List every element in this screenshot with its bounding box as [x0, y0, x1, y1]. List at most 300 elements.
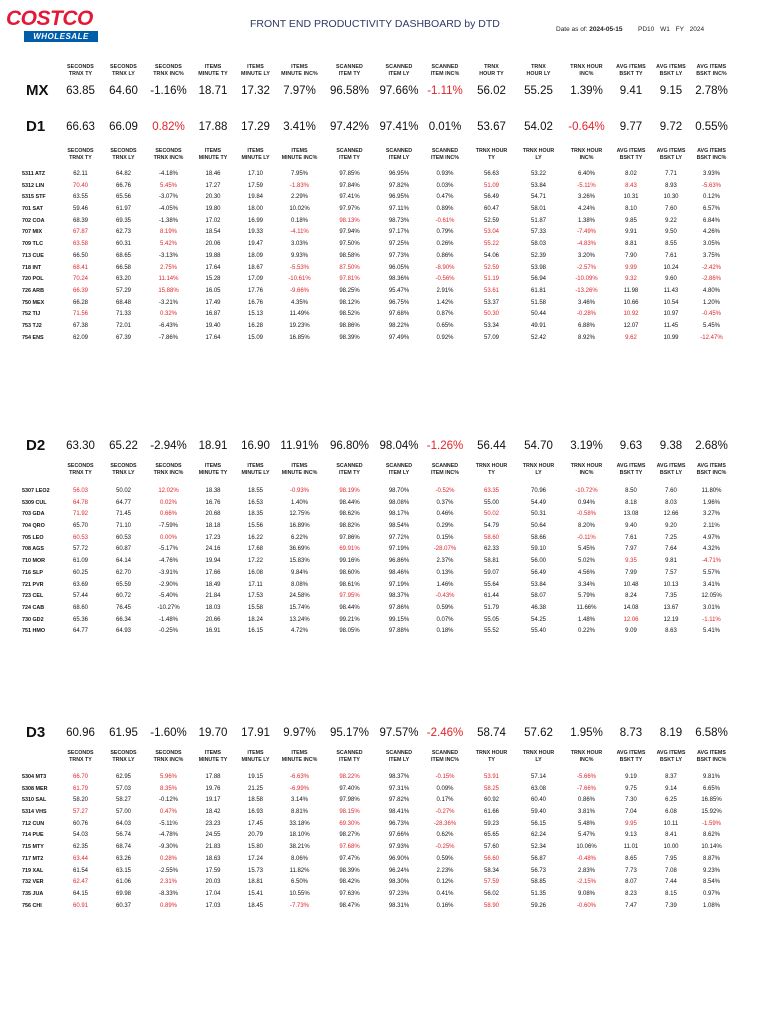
- table-cell: 18.10%: [289, 832, 310, 839]
- store-name: 5309 CUL: [22, 499, 47, 506]
- table-cell: 16.76: [247, 299, 263, 306]
- store-name: 5304 MT3: [22, 774, 47, 780]
- table-cell: 2.23%: [436, 867, 454, 874]
- column-header-line1: AVG ITEMS: [697, 148, 726, 154]
- table-cell: 19.15: [247, 774, 263, 780]
- store-name: 726 ARB: [22, 287, 44, 294]
- region-value: 60.96: [66, 727, 95, 739]
- table-cell: -7.59%: [158, 523, 178, 530]
- column-header: [468, 148, 515, 162]
- table-cell: 62.11: [73, 171, 88, 177]
- table-cell: 20.30: [205, 194, 221, 201]
- table-cell: 56.00: [530, 558, 546, 565]
- table-cell: 7.64: [665, 546, 677, 553]
- table-cell: 61.81: [530, 287, 546, 294]
- table-cell: 9.08%: [577, 890, 595, 897]
- table-cell: 65.59: [115, 581, 131, 588]
- column-header: [651, 148, 691, 162]
- table-cell: -9.66%: [289, 287, 309, 294]
- table-cell: -0.52%: [435, 488, 455, 494]
- table-cell: 62.09: [72, 334, 88, 341]
- column-header: [101, 750, 146, 764]
- table-cell: 15.09: [247, 334, 263, 341]
- table-cell: -13.26%: [575, 287, 598, 294]
- table-cell: 17.11: [248, 581, 263, 588]
- table-cell: 18.45: [247, 902, 263, 909]
- store-name: 756 CHI: [22, 902, 42, 909]
- table-row: [0, 169, 768, 181]
- table-cell: 65.56: [115, 194, 131, 201]
- table-cell: 12.66: [663, 511, 679, 518]
- store-name: 724 CAB: [22, 604, 45, 611]
- table-cell: 57.44: [72, 593, 88, 600]
- column-header: [191, 148, 235, 162]
- table-cell: 96.95%: [388, 194, 410, 201]
- table-cell: 4.80%: [702, 287, 720, 294]
- table-cell: 2.75%: [159, 264, 177, 271]
- region-value: 53.67: [477, 121, 506, 133]
- region-value: -1.26%: [426, 440, 464, 452]
- table-cell: 9.93%: [290, 252, 308, 259]
- column-header-line1: ITEMS: [291, 64, 308, 70]
- column-header: [146, 750, 191, 764]
- table-cell: 17.09: [247, 276, 263, 283]
- table-cell: 10.92: [623, 311, 639, 318]
- table-cell: 97.66%: [388, 832, 410, 839]
- column-header-line2: ITEM LY: [388, 155, 410, 161]
- table-cell: 8.63: [665, 628, 677, 635]
- table-cell: 8.93: [665, 182, 677, 189]
- table-cell: 97.49%: [388, 334, 410, 341]
- column-header-line1: ITEMS: [204, 148, 222, 154]
- costco-logo: [6, 8, 98, 42]
- table-cell: 57.00: [115, 809, 131, 816]
- table-cell: 60.92: [483, 797, 499, 804]
- table-cell: 14.08: [623, 604, 639, 611]
- table-cell: 57.59: [483, 879, 499, 886]
- date-info: [556, 26, 623, 33]
- column-header-line2: BSKT TY: [619, 71, 643, 77]
- region-value: 61.95: [109, 727, 138, 739]
- table-cell: 5.02%: [577, 558, 595, 565]
- table-cell: 15.74%: [289, 604, 310, 611]
- table-cell: 9.09: [625, 628, 637, 635]
- table-cell: 87.50%: [339, 264, 360, 271]
- table-cell: 96.73%: [388, 820, 410, 827]
- table-cell: 54.03: [72, 832, 88, 839]
- table-cell: 16.93: [247, 809, 263, 816]
- table-cell: 5.42%: [159, 241, 177, 248]
- column-header-line2: LY: [535, 757, 542, 763]
- column-header-line1: TRNX: [531, 64, 546, 70]
- table-cell: 13.67: [663, 604, 679, 611]
- column-header: [468, 64, 515, 78]
- store-name: 713 CUE: [22, 252, 44, 259]
- table-cell: 0.47%: [436, 194, 454, 201]
- table-cell: 10.13: [663, 581, 679, 588]
- table-cell: 0.32%: [159, 311, 177, 318]
- table-cell: 97.17%: [388, 229, 410, 236]
- table-cell: 17.76: [247, 287, 263, 294]
- table-cell: 67.87: [72, 229, 88, 236]
- table-cell: 65.70: [72, 523, 88, 530]
- table-cell: 8.07: [625, 879, 637, 886]
- column-header-line1: SCANNED: [385, 463, 413, 469]
- table-cell: -4.78%: [158, 832, 178, 839]
- table-cell: 3.20%: [577, 252, 595, 259]
- column-header-line2: ITEM INC%: [431, 757, 459, 763]
- store-name: 718 INT: [22, 264, 42, 271]
- table-cell: 8.35%: [159, 785, 177, 792]
- table-cell: 7.95: [665, 855, 677, 862]
- table-cell: 16.28: [247, 322, 263, 329]
- table-cell: 9.40: [625, 523, 637, 530]
- table-cell: 12.05%: [701, 593, 722, 600]
- table-cell: -1.38%: [158, 217, 178, 224]
- region-value: 95.17%: [329, 727, 369, 739]
- column-header: [235, 148, 276, 162]
- table-cell: 64.78: [72, 499, 88, 506]
- region-value: 17.91: [241, 727, 270, 739]
- table-cell: 18.38: [205, 488, 221, 494]
- column-header-line2: TRNX LY: [112, 757, 135, 763]
- table-cell: -2.57%: [576, 264, 596, 271]
- column-header-line2: ITEM INC%: [430, 71, 460, 77]
- table-row: [0, 580, 768, 592]
- column-header-line1: TRNX HOUR: [522, 148, 555, 154]
- table-cell: 98.22%: [339, 774, 360, 780]
- table-cell: 8.62%: [702, 832, 720, 839]
- column-header-line1: ITEMS: [247, 64, 264, 70]
- table-cell: 0.89%: [436, 206, 454, 213]
- column-header-line1: ITEMS: [291, 463, 308, 469]
- column-header-line1: TRNX HOUR: [522, 750, 555, 756]
- table-cell: -8.33%: [158, 890, 178, 897]
- store-name: 714 PUE: [22, 832, 44, 839]
- header-spacer: [0, 463, 60, 477]
- table-cell: 9.13: [625, 832, 637, 839]
- table-cell: 56.49: [530, 569, 546, 576]
- table-cell: 98.27%: [339, 832, 360, 839]
- table-cell: 51.87: [530, 217, 546, 224]
- table-cell: 50.31: [530, 511, 546, 518]
- region-value: 98.04%: [379, 440, 419, 452]
- table-cell: 99.15%: [388, 616, 410, 623]
- table-cell: 51.09: [483, 182, 499, 189]
- table-cell: 17.02: [205, 217, 221, 224]
- column-header: [562, 750, 611, 764]
- region-value: 17.29: [241, 121, 270, 133]
- table-cell: 17.88: [205, 774, 221, 780]
- table-cell: 20.66: [205, 616, 221, 623]
- region-value: 63.30: [66, 440, 95, 452]
- table-cell: -4.18%: [158, 171, 178, 177]
- table-cell: 12.19: [663, 616, 679, 623]
- column-header-line2: INC%: [579, 470, 594, 476]
- table-cell: 10.48: [623, 581, 639, 588]
- column-header-line2: INC%: [579, 757, 594, 763]
- column-header: [276, 463, 323, 477]
- table-cell: 0.59%: [436, 604, 454, 611]
- table-cell: 98.08%: [388, 499, 410, 506]
- store-name: 723 CEL: [22, 593, 44, 600]
- table-cell: 10.14%: [701, 844, 722, 851]
- table-cell: 18.18: [205, 523, 221, 530]
- table-cell: 8.87%: [702, 855, 720, 862]
- table-cell: 8.08%: [290, 581, 308, 588]
- table-cell: 52.39: [530, 252, 546, 259]
- table-row: [0, 227, 768, 239]
- table-cell: 57.72: [72, 546, 88, 553]
- table-cell: 57.09: [483, 334, 499, 341]
- table-cell: -2.90%: [158, 581, 178, 588]
- column-header-line2: LY: [535, 470, 542, 476]
- region-value: 18.91: [198, 440, 228, 452]
- table-cell: 97.84%: [339, 182, 360, 189]
- table-row: [0, 591, 768, 603]
- table-cell: 66.34: [115, 616, 131, 623]
- store-name: 750 MEX: [22, 299, 45, 306]
- table-cell: 10.54: [663, 299, 679, 306]
- table-cell: 96.05%: [388, 264, 410, 271]
- table-cell: -10.09%: [575, 276, 598, 283]
- column-header-line2: TRNX INC%: [153, 71, 184, 77]
- table-cell: 97.97%: [339, 206, 360, 213]
- table-cell: 97.47%: [339, 855, 360, 862]
- column-header: [611, 750, 651, 764]
- table-cell: 54.49: [530, 499, 546, 506]
- column-header: [376, 64, 422, 78]
- table-cell: 63.55: [72, 194, 88, 201]
- table-cell: 2.31%: [159, 879, 177, 886]
- column-header-line2: BSKT INC%: [696, 757, 727, 763]
- table-cell: 17.04: [205, 890, 221, 897]
- table-cell: -3.07%: [158, 194, 178, 201]
- table-cell: 53.61: [483, 287, 499, 294]
- table-cell: -0.45%: [701, 311, 721, 318]
- table-cell: 53.84: [530, 182, 546, 189]
- table-cell: 7.61: [665, 252, 677, 259]
- column-header-line1: SCANNED: [431, 750, 459, 756]
- table-cell: -5.17%: [158, 546, 178, 553]
- table-cell: 71.10: [115, 523, 131, 530]
- table-cell: 58.34: [483, 867, 499, 874]
- column-header-line2: MINUTE TY: [198, 71, 228, 77]
- column-header-line1: SECONDS: [110, 148, 137, 154]
- table-cell: 69.91%: [339, 546, 360, 553]
- region-value: 66.63: [66, 121, 95, 133]
- table-cell: 0.28%: [159, 855, 177, 862]
- region-value: 7.97%: [283, 85, 316, 97]
- table-cell: 66.39: [72, 287, 88, 294]
- column-header-line2: TY: [488, 757, 495, 763]
- table-cell: 8.55: [665, 241, 677, 248]
- table-cell: 61.79: [72, 785, 88, 792]
- table-cell: 97.23%: [388, 890, 410, 897]
- store-name: 730 GD2: [22, 616, 44, 623]
- table-cell: 96.86%: [388, 558, 410, 565]
- table-cell: 61.97: [115, 206, 131, 213]
- column-header-line2: MINUTE TY: [198, 155, 228, 161]
- store-name: 5312 LIN: [22, 182, 45, 189]
- region-value: 16.90: [241, 440, 270, 452]
- table-cell: 7.95%: [290, 171, 308, 177]
- table-row: [0, 842, 768, 854]
- column-header-line1: ITEMS: [204, 64, 222, 70]
- table-cell: 97.88%: [388, 628, 410, 635]
- column-header-line1: ITEMS: [247, 750, 264, 756]
- region-value: 1.95%: [570, 727, 603, 739]
- column-header-line1: SCANNED: [431, 64, 459, 70]
- table-cell: -1.59%: [701, 820, 721, 827]
- table-cell: 3.81%: [577, 809, 595, 816]
- table-cell: 3.26%: [577, 194, 595, 201]
- table-cell: 0.62%: [436, 832, 454, 839]
- table-cell: 8.65: [625, 855, 637, 862]
- table-cell: 63.44: [72, 855, 88, 862]
- table-cell: -28.07%: [433, 546, 457, 553]
- table-cell: 0.86%: [436, 252, 454, 259]
- table-cell: 8.02: [625, 171, 637, 177]
- table-cell: -10.27%: [157, 604, 180, 611]
- table-cell: 98.61%: [339, 581, 360, 588]
- table-cell: 59.10: [530, 546, 546, 553]
- column-header: [60, 64, 101, 78]
- table-cell: 6.50%: [290, 879, 308, 886]
- table-cell: -5.53%: [289, 264, 309, 271]
- region-value: -2.46%: [426, 727, 464, 739]
- column-header-line1: ITEMS: [204, 750, 222, 756]
- column-header: [323, 750, 376, 764]
- table-cell: 7.39: [665, 902, 677, 909]
- table-cell: 56.73: [530, 867, 546, 874]
- column-header-line2: TRNX TY: [69, 757, 92, 763]
- table-cell: 18.42: [205, 809, 221, 816]
- table-cell: 8.54%: [702, 879, 720, 886]
- table-row: [0, 901, 768, 913]
- column-header: [691, 148, 732, 162]
- table-cell: 7.60: [665, 488, 677, 494]
- table-cell: 9.99: [625, 264, 637, 271]
- store-name: 705 LEO: [22, 534, 44, 541]
- table-cell: 9.14: [665, 785, 677, 792]
- table-cell: 70.24: [72, 276, 88, 283]
- table-cell: 19.84: [247, 194, 263, 201]
- column-header: [611, 148, 651, 162]
- table-cell: 59.46: [72, 206, 88, 213]
- store-name: 752 TIJ: [22, 311, 41, 318]
- table-cell: 5.47%: [577, 832, 595, 839]
- region-value: 65.22: [109, 440, 138, 452]
- column-header-line1: TRNX HOUR: [475, 463, 508, 469]
- table-cell: 56.87: [530, 855, 546, 862]
- table-cell: 0.26%: [436, 241, 454, 248]
- table-cell: 1.42%: [436, 299, 454, 306]
- table-cell: 97.63%: [339, 890, 360, 897]
- table-cell: 0.47%: [159, 809, 177, 816]
- region-summary-d2: [0, 437, 768, 455]
- table-cell: 7.30: [625, 797, 637, 804]
- store-name: 754 ENS: [22, 334, 44, 341]
- table-cell: 7.44: [665, 879, 677, 886]
- table-cell: 98.36%: [388, 276, 410, 283]
- column-header-line2: ITEM TY: [339, 470, 360, 476]
- table-cell: 5.45%: [702, 322, 720, 329]
- table-cell: 69.30%: [339, 820, 360, 827]
- table-cell: 18.67: [247, 264, 263, 271]
- table-cell: 18.55: [247, 488, 263, 494]
- table-row: [0, 866, 768, 878]
- table-cell: 3.03%: [290, 241, 308, 248]
- column-header: [422, 463, 468, 477]
- table-cell: 16.53: [247, 499, 263, 506]
- table-cell: 10.99: [663, 334, 679, 341]
- table-cell: 15.88%: [158, 287, 179, 294]
- table-cell: 16.08: [247, 569, 263, 576]
- column-header-line2: HOUR LY: [526, 71, 551, 77]
- table-cell: 3.93%: [702, 171, 720, 177]
- table-cell: -0.60%: [576, 902, 596, 909]
- table-cell: 21.25: [247, 785, 263, 792]
- table-cell: 56.94: [530, 276, 546, 283]
- store-table: [0, 486, 768, 638]
- table-cell: -0.43%: [435, 593, 455, 600]
- column-header-line2: TY: [488, 155, 495, 161]
- region-value: -1.16%: [150, 85, 187, 97]
- table-cell: 5.79%: [577, 593, 595, 600]
- table-cell: 50.64: [530, 523, 546, 530]
- table-cell: -0.48%: [576, 855, 596, 862]
- table-cell: 17.23: [205, 534, 221, 541]
- store-name: 732 VER: [22, 879, 44, 886]
- table-row: [0, 830, 768, 842]
- table-cell: 10.02%: [289, 206, 310, 213]
- table-row: [0, 877, 768, 889]
- table-cell: 6.84%: [702, 217, 720, 224]
- table-cell: 97.19%: [388, 581, 410, 588]
- table-cell: 16.76: [205, 499, 221, 506]
- table-cell: 15.41: [247, 890, 263, 897]
- column-header: [323, 148, 376, 162]
- table-cell: 51.35: [530, 890, 546, 897]
- region-value: 63.85: [66, 85, 95, 97]
- table-cell: 53.22: [530, 171, 546, 177]
- table-cell: 97.73%: [388, 252, 410, 259]
- table-cell: -2.15%: [576, 879, 596, 886]
- table-cell: 0.18%: [290, 217, 308, 224]
- table-cell: 3.46%: [577, 299, 595, 306]
- table-cell: 98.60%: [339, 569, 360, 576]
- table-cell: 63.26: [115, 855, 131, 862]
- table-cell: 15.28: [205, 276, 221, 283]
- table-cell: 1.20%: [702, 299, 720, 306]
- table-cell: 56.74: [115, 832, 131, 839]
- table-cell: -5.66%: [576, 774, 596, 780]
- table-cell: 71.92: [72, 511, 88, 518]
- table-cell: 52.42: [530, 334, 546, 341]
- column-header: [611, 463, 651, 477]
- table-row: [0, 772, 768, 784]
- table-cell: -7.86%: [158, 334, 178, 341]
- column-header: [191, 64, 235, 78]
- table-cell: 6.25: [665, 797, 677, 804]
- table-cell: -7.73%: [289, 902, 309, 909]
- store-name: 715 MTY: [22, 844, 44, 851]
- table-cell: 98.41%: [388, 809, 410, 816]
- column-header: [515, 463, 562, 477]
- column-header: [101, 463, 146, 477]
- table-cell: 64.77: [115, 499, 131, 506]
